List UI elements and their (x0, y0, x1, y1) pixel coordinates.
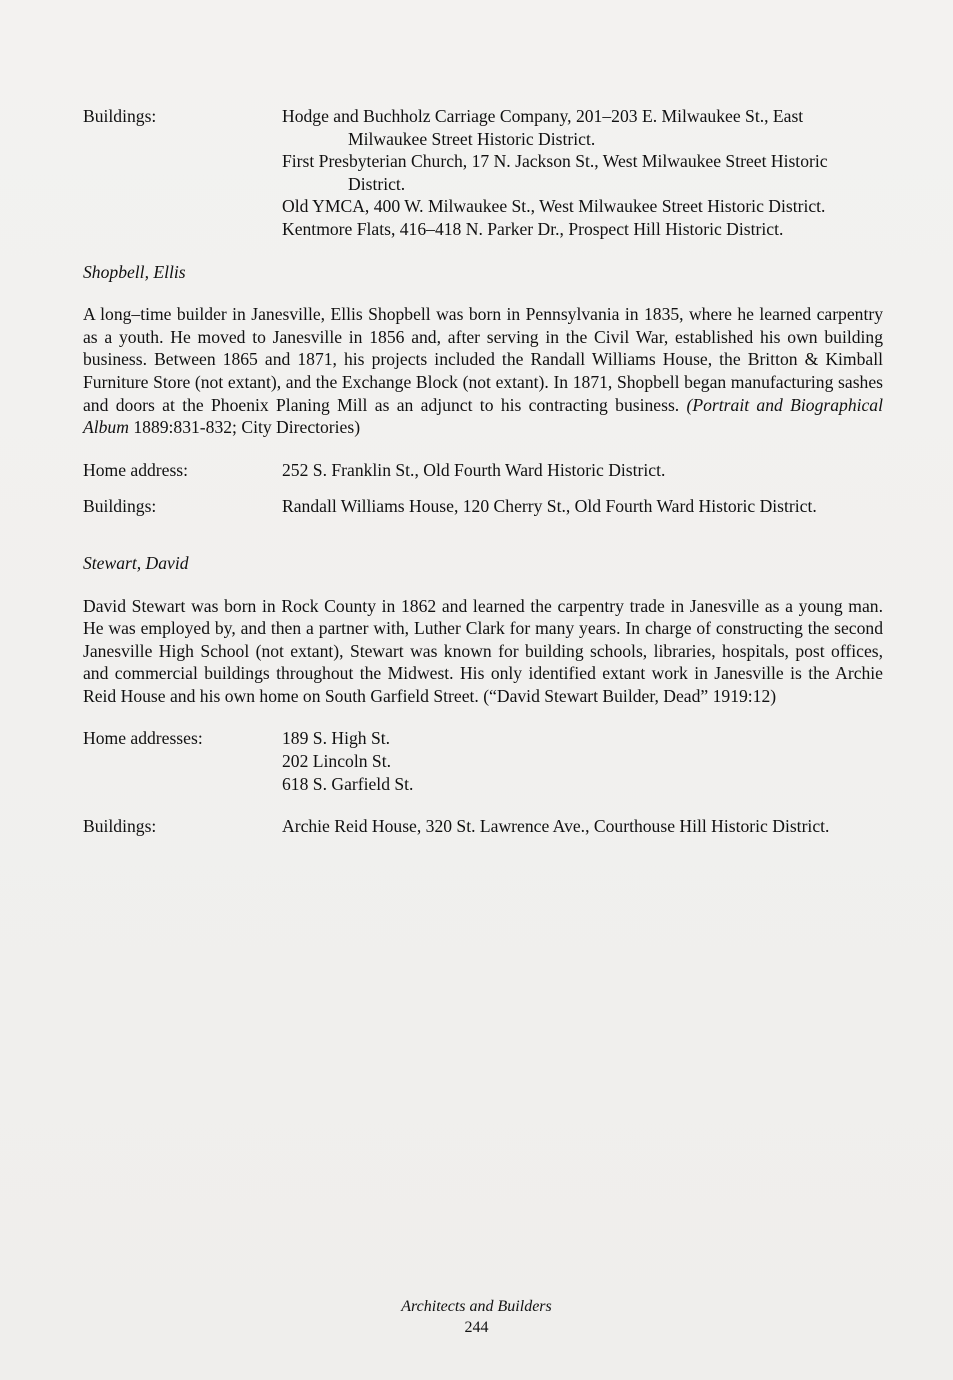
buildings-block (83, 105, 883, 241)
biography-stewart: David Stewart was born in Rock County in 1862 and learned the carpentry trade in Janesville as a young man. He was employed by, and then a partner with, Luther Clark for many years. In charge of constructing the second Janesville High School (not extant), Stewart was known for building schools, libraries, hospitals, post offices, and commercial buildings throughout the Midwest. His only identified extant work in Janesville is the Archie Reid House and his own home on South Garfield Street. (“David Stewart Builder, Dead” 1919:12) (83, 595, 883, 706)
footer-title: Architects and Builders (401, 1298, 552, 1315)
buildings-row (83, 495, 883, 518)
buildings-entries (282, 105, 883, 241)
biography-text: A long–time builder in Janesville, Ellis Shopbell was born in Pennsylvania in 1835, where he learned carpentry as a youth. He moved to Janesville in 1856 and, after serving in the Civil War, established his own building business. Between 1865 and 1871, his projects included the Randall Williams House, the Britton & Kimball Furniture Store (not extant), and the Exchange Block (not extant). In 1871, Shopbell began manufacturing sashes and doors at the Phoenix Planing Mill as an adjunct to his contracting business. (83, 304, 883, 415)
biography-shopbell (83, 303, 883, 439)
home-address-label: Home address: (83, 459, 189, 480)
home-address-value: 252 S. Franklin St., Old Fourth Ward Historic District. (282, 459, 666, 480)
building-entry: Randall Williams House, 120 Cherry St., Old Fourth Ward Historic District. (282, 496, 817, 517)
building-entry: Old YMCA, 400 W. Milwaukee St., West Milwaukee Street Historic District. (282, 196, 826, 217)
building-entry: First Presbyterian Church, 17 N. Jackson St., West Milwaukee Street Historic District. (282, 151, 828, 194)
page-content (83, 105, 883, 838)
page-footer (0, 1296, 953, 1338)
buildings-label: Buildings: (83, 106, 157, 126)
home-address-row (83, 459, 883, 482)
home-address-value: 202 Lincoln St. (282, 751, 391, 772)
entry-name-stewart: Stewart, David (83, 552, 189, 573)
buildings-label: Buildings: (83, 816, 157, 837)
entry-name-shopbell: Shopbell, Ellis (83, 261, 186, 282)
building-entry: Archie Reid House, 320 St. Lawrence Ave., Courthouse Hill Historic District. (282, 816, 830, 837)
home-addresses-label: Home addresses: (83, 728, 203, 749)
building-entry: Hodge and Buchholz Carriage Company, 201–203 E. Milwaukee St., East Milwaukee Street Historic District. (282, 106, 804, 149)
buildings-row (83, 815, 883, 838)
citation-title: (Portrait and Biographical Album (83, 394, 883, 438)
home-address-value: 189 S. High St. (282, 728, 391, 749)
page-number: 244 (464, 1319, 489, 1336)
buildings-label: Buildings: (83, 496, 157, 517)
home-addresses-row (83, 727, 883, 795)
building-entry: Kentmore Flats, 416–418 N. Parker Dr., Prospect Hill Historic District. (282, 218, 784, 239)
citation-rest: 1889:831-832; City Directories) (133, 417, 361, 438)
home-address-value: 618 S. Garfield St. (282, 773, 414, 794)
